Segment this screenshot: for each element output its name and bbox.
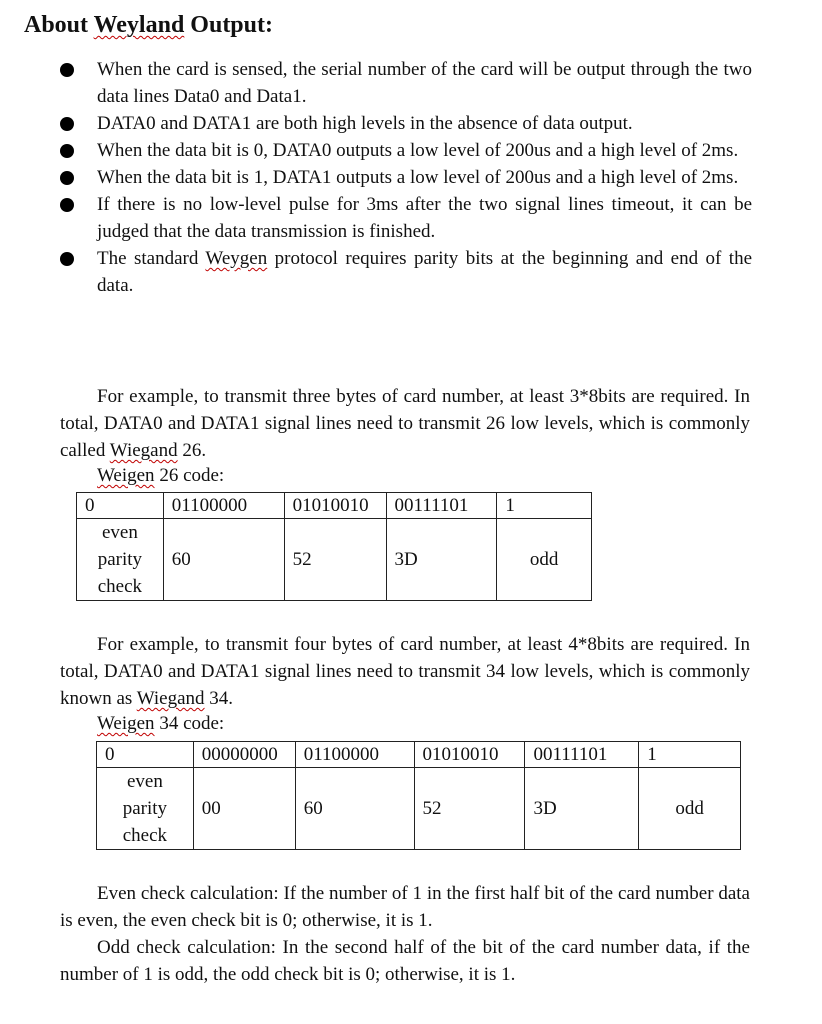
example-26-code-label — [97, 465, 224, 487]
odd-check-text: Odd check calculation: In the second half of the bit of the card number data, if the number of 1 is odd, the odd check bit is 0; otherwise, it is 1. — [60, 937, 750, 985]
example-34-underlined-word: Wiegand — [136, 688, 205, 709]
example-34-text: For example, to transmit four bytes of card number, at least 4*8bits are required. In total, DATA0 and DATA1 signal lines need to transmit 34 low levels, which is commonly known as — [60, 634, 750, 709]
table-cell: 01010010 — [414, 742, 525, 768]
example-26-underlined-word: Wiegand — [109, 440, 178, 461]
table-cell: 00111101 — [386, 493, 497, 519]
bullet-icon — [60, 117, 74, 131]
code-label-text: 34 code: — [154, 713, 225, 734]
table-cell: 1 — [639, 742, 741, 768]
table-row — [97, 742, 741, 768]
table-cell: even parity check — [77, 519, 164, 601]
odd-check-paragraph — [60, 934, 750, 988]
example-34-paragraph — [60, 631, 750, 712]
page-title — [24, 12, 273, 39]
table-cell: 00000000 — [193, 742, 295, 768]
bullet-item — [0, 191, 752, 245]
bullet-text: The standard — [97, 248, 206, 269]
bullet-text: protocol requires parity bits at the beginning and end of the data. — [97, 248, 752, 296]
example-26-text-end: 26. — [177, 440, 207, 461]
table-cell: 01100000 — [163, 493, 284, 519]
bullet-text: When the data bit is 0, DATA0 outputs a low level of 200us and a high level of 2ms. — [97, 140, 739, 161]
even-check-paragraph — [60, 880, 750, 934]
table-cell: 3D — [386, 519, 497, 601]
example-26-text: For example, to transmit three bytes of card number, at least 3*8bits are required. In total, DATA0 and DATA1 signal lines need to transmit 26 low levels, which is commonly called — [60, 386, 750, 461]
code-label-underlined-word: Weigen — [97, 713, 155, 734]
code-label-underlined-word: Weigen — [97, 465, 155, 486]
table-cell: 52 — [284, 519, 386, 601]
table-cell: even parity check — [97, 768, 194, 850]
table-cell: 0 — [77, 493, 164, 519]
bullet-list — [0, 56, 822, 299]
bullet-text: When the card is sensed, the serial number of the card will be output through the two data lines Data0 and Data1. — [97, 59, 752, 107]
example-34-text-end: 34. — [204, 688, 234, 709]
bullet-icon — [60, 63, 74, 77]
table-cell: 0 — [97, 742, 194, 768]
table-cell: 52 — [414, 768, 525, 850]
table-cell: 00111101 — [525, 742, 639, 768]
table-row — [97, 768, 741, 850]
bullet-text: When the data bit is 1, DATA1 outputs a low level of 200us and a high level of 2ms. — [97, 167, 739, 188]
table-row — [77, 519, 592, 601]
wiegand-26-table — [76, 492, 592, 601]
table-cell: 01100000 — [295, 742, 414, 768]
bullet-icon — [60, 252, 74, 266]
bullet-icon — [60, 198, 74, 212]
title-underlined-word: Weyland — [93, 12, 185, 38]
bullet-item — [0, 110, 752, 137]
bullet-item — [0, 56, 752, 110]
table-cell: 3D — [525, 768, 639, 850]
title-suffix: Output: — [184, 12, 273, 38]
bullet-text: If there is no low-level pulse for 3ms after the two signal lines timeout, it can be judged that the data transmission is finished. — [97, 194, 752, 242]
title-prefix: About — [24, 12, 94, 38]
bullet-item — [0, 137, 752, 164]
even-check-text: Even check calculation: If the number of 1 in the first half bit of the card number data is even, the even check bit is 0; otherwise, it is 1. — [60, 883, 750, 931]
example-26-paragraph — [60, 383, 750, 464]
bullet-icon — [60, 171, 74, 185]
table-cell: 60 — [163, 519, 284, 601]
table-cell: odd — [497, 519, 592, 601]
table-row — [77, 493, 592, 519]
example-34-code-label — [97, 713, 224, 735]
bullet-text: DATA0 and DATA1 are both high levels in the absence of data output. — [97, 113, 633, 134]
bullet-item — [0, 245, 752, 299]
code-label-text: 26 code: — [154, 465, 225, 486]
bullet-underlined-word: Weygen — [205, 248, 268, 269]
bullet-icon — [60, 144, 74, 158]
table-cell: odd — [639, 768, 741, 850]
table-cell: 1 — [497, 493, 592, 519]
bullet-item — [0, 164, 752, 191]
wiegand-34-table — [96, 741, 741, 850]
table-cell: 01010010 — [284, 493, 386, 519]
table-cell: 00 — [193, 768, 295, 850]
table-cell: 60 — [295, 768, 414, 850]
